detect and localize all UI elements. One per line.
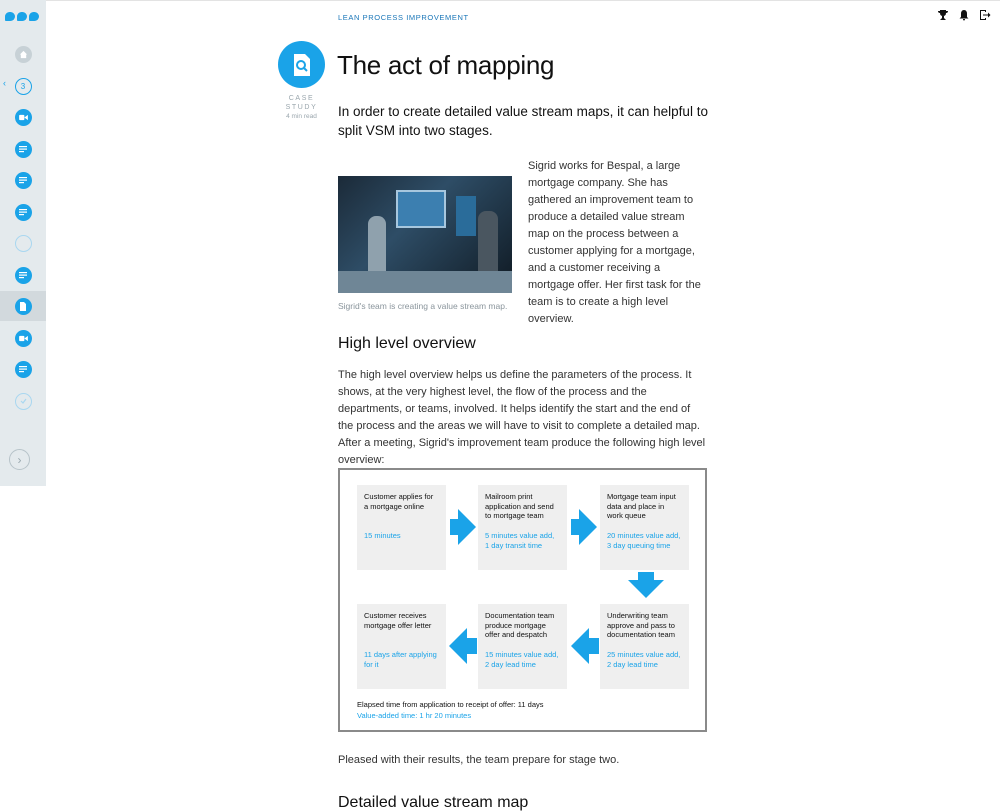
trophy-icon[interactable] [937,8,949,20]
step-title: Customer receives mortgage offer letter [364,611,432,630]
process-step-4 [600,604,689,689]
process-step-2 [478,485,567,570]
value-added-time: Value-added time: 1 hr 20 minutes [357,711,472,720]
photo-screen [396,190,446,228]
team-photo [338,176,512,293]
course-eyebrow: LEAN PROCESS IMPROVEMENT [338,13,469,22]
step-title: Underwriting team approve and pass to documentation team [607,611,675,639]
process-step-1 [357,485,446,570]
content-type-label [278,94,325,112]
article-icon [15,361,32,378]
section-heading-detailed: Detailed value stream map [338,794,529,811]
chevron-right-icon: › [17,452,22,467]
photo-person-left [368,216,386,276]
process-diagram [338,468,707,732]
sidebar-item-chart[interactable] [0,228,46,258]
high-level-paragraph: The high level overview helps us define the parameters of the process. It shows, at the very highest level, the flow of the process and the departments, or teams, involved. It helps identify the start and the end of the process and the areas we will have to visit to complete a detailed map. After a meeting, Sigrid's improvement team produce the following high level overview: [338,369,706,466]
sidebar-item-article-1[interactable] [0,134,46,164]
sidebar-item-article-4[interactable] [0,260,46,290]
arrow-left-2-shaft [467,638,477,654]
logout-icon[interactable] [979,8,991,20]
sidebar-item-check[interactable] [0,386,46,416]
process-step-6 [357,604,446,689]
bell-icon[interactable] [958,8,970,20]
step-time: 5 minutes value add, 1 day transit time [485,531,555,550]
step-time: 15 minutes [364,531,401,540]
lead-paragraph: In order to create detailed value stream maps, it can helpful to split VSM into two stages. [338,104,708,138]
article-icon [15,172,32,189]
video-icon [15,330,32,347]
step-title: Customer applies for a mortgage online [364,492,434,511]
chart-ring-icon [15,235,32,252]
arrow-left-icon [571,628,589,664]
home-icon [15,46,32,63]
elapsed-time: Elapsed time from application to receipt of offer: 11 days [357,700,544,709]
image-caption: Sigrid's team is creating a value stream map. [338,301,508,311]
process-step-5 [478,604,567,689]
photo-panel [456,196,476,236]
check-ring-icon [15,393,32,410]
progress-count: 3 [20,81,26,91]
arrow-right-icon [579,509,597,545]
sidebar-item-article-2[interactable] [0,165,46,195]
logo[interactable] [5,12,39,21]
sidebar-item-home[interactable] [0,39,46,69]
section-heading-high-level: High level overview [338,335,476,352]
video-icon [15,109,32,126]
step-time: 15 minutes value add, 2 day lead time [485,650,559,669]
arrow-left-icon [449,628,467,664]
progress-ring-icon [15,78,32,95]
sidebar-item-video-1[interactable] [0,102,46,132]
step-time: 11 days after applying for it [364,650,437,669]
sidebar-item-progress[interactable] [0,71,46,101]
step-title: Mortgage team input data and place in work queue [607,492,676,520]
step-title: Mailroom print application and send to mortgage team [485,492,554,520]
next-button[interactable] [9,449,30,470]
page-title: The act of mapping [337,50,555,80]
article-icon [15,141,32,158]
content-type-line-2: STUDY [285,104,318,111]
content-type-line-1: CASE [288,95,315,102]
after-diagram-paragraph: Pleased with their results, the team prepare for stage two. [338,754,620,766]
sidebar [0,0,46,486]
article-icon [15,204,32,221]
step-time: 25 minutes value add, 2 day lead time [607,650,681,669]
case-study-badge [278,41,325,88]
article-icon [15,267,32,284]
intro-paragraph: Sigrid works for Bespal, a large mortgage company. She has gathered an improvement team to produce a detailed value stream map on the process between a customer applying for a mortgage, and a customer receiving a mortgage offer. Her first task for the team is to create a high level overview. [528,160,701,325]
sidebar-item-video-2[interactable] [0,323,46,353]
arrow-left-1-shaft [589,638,599,654]
chevron-left-icon[interactable]: ‹ [3,78,6,88]
sidebar-item-article-3[interactable] [0,197,46,227]
case-study-icon [15,298,32,315]
photo-desk [338,271,512,293]
step-time: 20 minutes value add, 3 day queuing time [607,531,681,550]
arrow-right-icon [458,509,476,545]
top-toolbar [937,8,991,20]
read-time: 4 min read [286,113,317,120]
step-title: Documentation team produce mortgage offer and despatch [485,611,555,639]
top-border [0,0,1000,1]
process-step-3 [600,485,689,570]
sidebar-item-article-5[interactable] [0,354,46,384]
document-search-icon [291,53,313,77]
arrow-down-icon [628,580,664,598]
sidebar-item-case-study[interactable] [0,291,46,321]
